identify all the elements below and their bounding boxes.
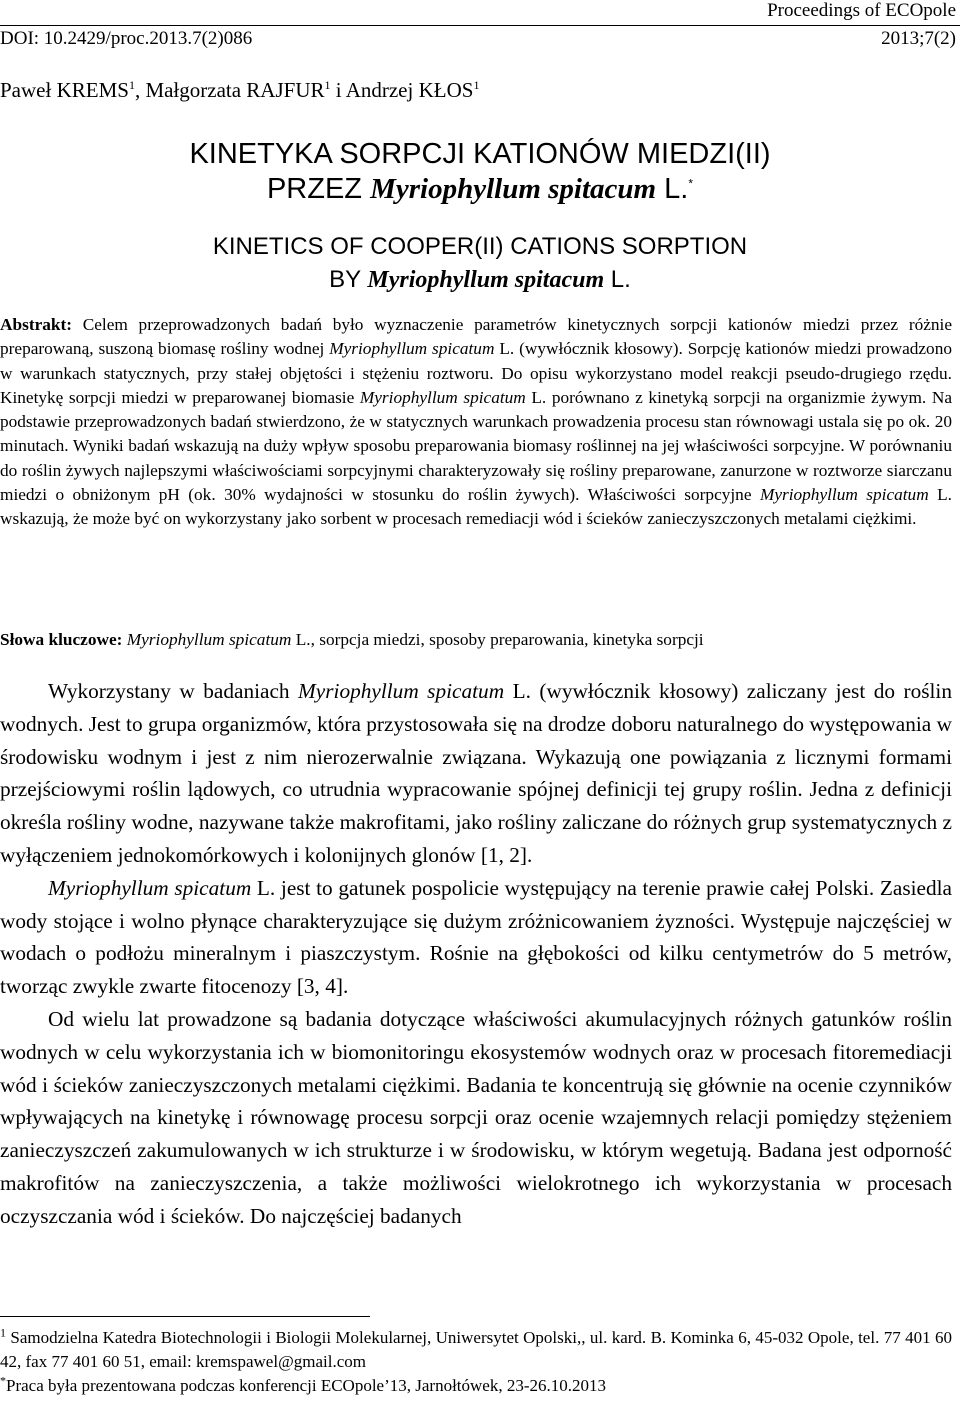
keywords-label: Słowa kluczowe:	[0, 630, 123, 649]
footnote-mark: 1	[0, 1325, 6, 1340]
affiliation-mark: 1	[324, 78, 331, 92]
abstract-label: Abstrakt:	[0, 315, 73, 334]
title-polish	[0, 137, 960, 207]
title-text: L.	[656, 173, 689, 205]
species-name: Myriophyllum spicatum	[48, 875, 252, 900]
footnote-affiliation	[0, 1326, 952, 1374]
title-english-line1: KINETICS OF COOPER(II) CATIONS SORPTION	[212, 233, 748, 260]
author-list	[0, 78, 479, 103]
abstract-text: L. (wywłócznik kłosowy). Sorpcję kationów miedzi prowadzono w warunkach statycznych, przy stałej objętości i stężeniu roztworu. Do opisu wykorzystano model reakcji pseudo-drugiego rzędu. Kinetykę sorpcji miedzi w preparowanej biomasie	[0, 339, 952, 407]
footnote-text: Praca była prezentowana podczas konferencji ECOpole’13, Jarnołtówek, 23-26.10.2013	[6, 1376, 606, 1395]
main-text	[0, 675, 952, 1233]
paragraph	[0, 1003, 952, 1233]
paragraph	[0, 675, 952, 872]
title-text: L.	[604, 266, 631, 293]
proceedings-name: Proceedings of ECOpole	[767, 0, 956, 21]
species-name: Myriophyllum spicatum	[329, 339, 495, 359]
footnote-mark: *	[688, 176, 694, 191]
paragraph-text: Od wielu lat prowadzone są badania dotyczące właściwości akumulacyjnych różnych gatunków roślin wodnych w celu wykorzystania ich w biomonitoringu ekosystemów wodnych oraz w procesach fitoremediacji wód i ścieków zanieczyszczonych metalami ciężkimi. Badania te koncentrują się głównie na ocenie czynników wpływających na kinetykę i równowagę procesu sorpcji oraz ocenie wzajemnych relacji pomiędzy stężeniem zanieczyszczeń zakumulowanych w ich strukturze i w środowisku, w którym wegetują. Badana jest odporność makrofitów na zanieczyszczenia, a także możliwości wielokrotnego ich wykorzystania w procesach oczyszczania wód i ścieków. Do najczęściej badanych	[0, 1006, 952, 1228]
species-name: Myriophyllum spitacum	[367, 267, 605, 293]
keywords-text: L., sorpcja miedzi, sposoby preparowania, kinetyka sorpcji	[291, 630, 704, 649]
title-text: PRZEZ	[266, 173, 371, 205]
title-text: BY	[329, 266, 368, 293]
footnotes	[0, 1326, 952, 1398]
abstract-text: Celem przeprowadzonych badań było wyznaczenie parametrów kinetycznych sorpcji kationów miedzi przez różnie preparowaną, suszoną biomasę rośliny wodnej	[0, 315, 952, 359]
affiliation-mark: 1	[128, 78, 135, 92]
author-separator: i	[330, 78, 346, 102]
affiliation-mark: 1	[473, 78, 480, 92]
volume-issue: 2013;7(2)	[881, 28, 956, 49]
species-name: Myriophyllum spitacum	[370, 173, 657, 205]
abstract-text: L. wskazują, że może być on wykorzystany jako sorbent w procesach remediacji wód i ścieków zanieczyszczonych metalami ciężkimi.	[0, 485, 952, 529]
title-polish-line2	[0, 172, 960, 207]
paragraph-text: L. jest to gatunek pospolicie występujący na terenie prawie całej Polski. Zasiedla wody stojące i wolno płynące charakteryzujące się dużym zróżnicowaniem żyzności. Występuje najczęściej w wodach o podłożu mineralnym i piaszczystym. Rośnie na głębokości od kilku centymetrów do 5 metrów, tworząc zwykle zwarte fitocenozy [3, 4].	[0, 875, 952, 999]
title-english-line2	[0, 263, 960, 297]
author-name: Paweł KREMS	[0, 78, 129, 102]
doi: DOI: 10.2429/proc.2013.7(2)086	[0, 28, 253, 49]
species-name: Myriophyllum spicatum	[126, 630, 292, 649]
paragraph	[0, 872, 952, 1003]
footnote-rule	[0, 1316, 370, 1317]
paragraph-text: Wykorzystany w badaniach	[48, 679, 299, 703]
footnote-text: Samodzielna Katedra Biotechnologii i Biologii Molekularnej, Uniwersytet Opolski,, ul. kard. B. Kominka 6, 45-032 Opole, tel. 77 401 60 42, fax 77 401 60 51, email: kremspawel@gmail.com	[0, 1328, 952, 1371]
author-name: Małgorzata RAJFUR	[145, 78, 325, 102]
species-name: Myriophyllum spicatum	[359, 387, 526, 407]
footnote-conference	[0, 1374, 952, 1398]
paragraph-text: L. (wywłócznik kłosowy) zaliczany jest do roślin wodnych. Jest to grupa organizmów, która przystosowała się na drodze doboru naturalnego do występowania w środowisku wodnym i jest z nim nierozerwalnie związana. Wykazują one powiązania z licznymi formami przejściowymi roślin lądowych, co utrudnia wypracowanie spójnej definicji tej grupy roślin. Jedna z definicji określa rośliny wodne, nazywane także makrofitami, jako rośliny zaliczane do różnych grup systematycznych z wyłączeniem jednokomórkowych i kolonijnych glonów [1, 2].	[0, 679, 952, 867]
author-separator: ,	[134, 78, 146, 102]
keywords	[0, 628, 952, 652]
footnote-mark: *	[0, 1373, 6, 1388]
species-name: Myriophyllum spicatum	[298, 679, 505, 703]
abstract	[0, 313, 952, 532]
species-name: Myriophyllum spicatum	[759, 485, 929, 505]
title-english	[0, 230, 960, 297]
header-rule	[0, 25, 960, 26]
title-polish-line1: KINETYKA SORPCJI KATIONÓW MIEDZI(II)	[189, 138, 771, 170]
author-name: Andrzej KŁOS	[345, 78, 474, 102]
abstract-text: L. porównano z kinetyką sorpcji na organizmie żywym. Na podstawie przeprowadzonych badań stwierdzono, że w statycznych warunkach prowadzenia procesu stan równowagi ustala się po ok. 20 minutach. Wyniki badań wskazują na duży wpływ sposobu preparowania biomasy roślinnej na jej właściwości sorpcyjne. W porównaniu do roślin żywych najlepszymi właściwościami sorpcyjnymi charakteryzowały się rośliny preparowane, zanurzone w roztworze siarczanu miedzi o obniżonym pH (ok. 30% wydajności w stosunku do roślin żywych). Właściwości sorpcyjne	[0, 387, 952, 505]
